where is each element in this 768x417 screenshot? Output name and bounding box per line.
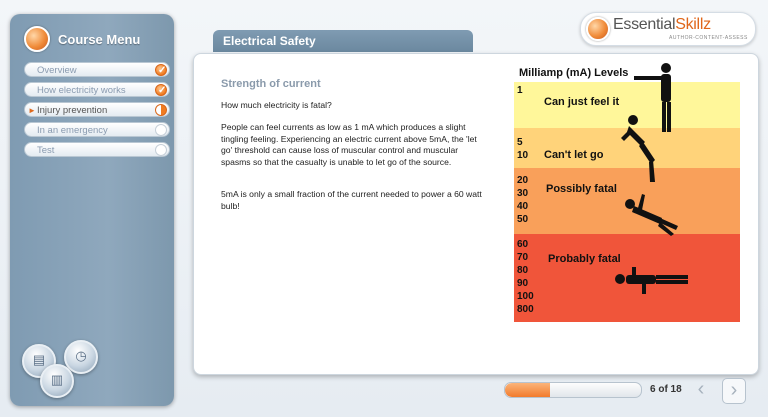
menu-item-test[interactable] — [24, 142, 170, 157]
brand-name: EssentialSkillz — [613, 16, 711, 33]
body-paragraph: 5mA is only a small fraction of the current needed to power a 60 watt bulb! — [221, 189, 482, 211]
level-numbers: 5 10 — [517, 137, 529, 161]
menu-item-overview[interactable] — [24, 62, 170, 77]
progress-bar — [504, 382, 642, 398]
lying-man-silhouette — [612, 261, 692, 297]
tool-buttons — [22, 340, 112, 400]
body-paragraph: People can feel currents as low as 1 mA which produces a slight tingling feeling. Experiencing an electric current above 5mA, the 'let go' threshold can cause loss of muscular control and muscular spasms so that the casualty is unable to let go of the source. — [221, 122, 477, 167]
document-icon: ▥ — [50, 372, 64, 387]
previous-button[interactable] — [690, 378, 712, 402]
completed-check-icon — [155, 64, 167, 76]
swirl-logo-icon — [24, 26, 50, 52]
menu-item-label: Overview — [37, 65, 77, 76]
menu-item-label: Injury prevention — [37, 105, 108, 116]
section-title: Strength of current — [221, 78, 321, 90]
band-label: Probably fatal — [548, 253, 621, 265]
band-label: Can just feel it — [544, 96, 620, 108]
document-button[interactable] — [40, 364, 74, 398]
falling-man-silhouette — [622, 192, 682, 237]
menu-item-label: In an emergency — [37, 125, 108, 136]
next-button[interactable] — [722, 378, 746, 404]
band-label: Can't let go — [544, 149, 604, 161]
notes-icon: ▤ — [32, 352, 46, 367]
page-counter: 6 of 18 — [650, 384, 682, 395]
in-progress-icon — [155, 104, 167, 116]
brand-tagline: AUTHOR-CONTENT-ASSESS — [669, 35, 748, 41]
chevron-right-icon: › — [730, 379, 738, 401]
progress-fill — [505, 383, 550, 397]
menu-item-injury-prevention[interactable] — [24, 102, 170, 117]
menu-item-label: Test — [37, 145, 55, 156]
question-text: How much electricity is fatal? — [221, 100, 332, 110]
course-menu-panel — [10, 14, 174, 406]
swirl-logo-icon — [586, 17, 610, 41]
convulsing-man-silhouette — [619, 112, 669, 187]
page-title: Electrical Safety — [213, 30, 473, 52]
content-panel — [193, 53, 759, 375]
chart-title: Milliamp (mA) Levels — [519, 67, 629, 79]
menu-item-how-electricity-works[interactable] — [24, 82, 170, 97]
chevron-left-icon: ‹ — [697, 378, 705, 400]
menu-item-in-an-emergency[interactable] — [24, 122, 170, 137]
band-label: Possibly fatal — [546, 183, 617, 195]
level-numbers: 60 70 80 90 100 800 — [517, 239, 534, 315]
course-menu-header — [24, 26, 140, 52]
level-numbers: 20 30 40 50 — [517, 175, 529, 225]
course-menu-title: Course Menu — [58, 31, 141, 47]
current-arrow-icon: ► — [28, 106, 36, 115]
not-started-icon — [155, 124, 167, 136]
completed-check-icon — [155, 84, 167, 96]
level-numbers: 1 — [517, 85, 523, 96]
course-menu-list — [24, 62, 170, 162]
menu-item-label: How electricity works — [37, 85, 126, 96]
not-started-icon — [155, 144, 167, 156]
clock-icon: ◷ — [75, 348, 87, 363]
brand-logo — [580, 12, 756, 46]
